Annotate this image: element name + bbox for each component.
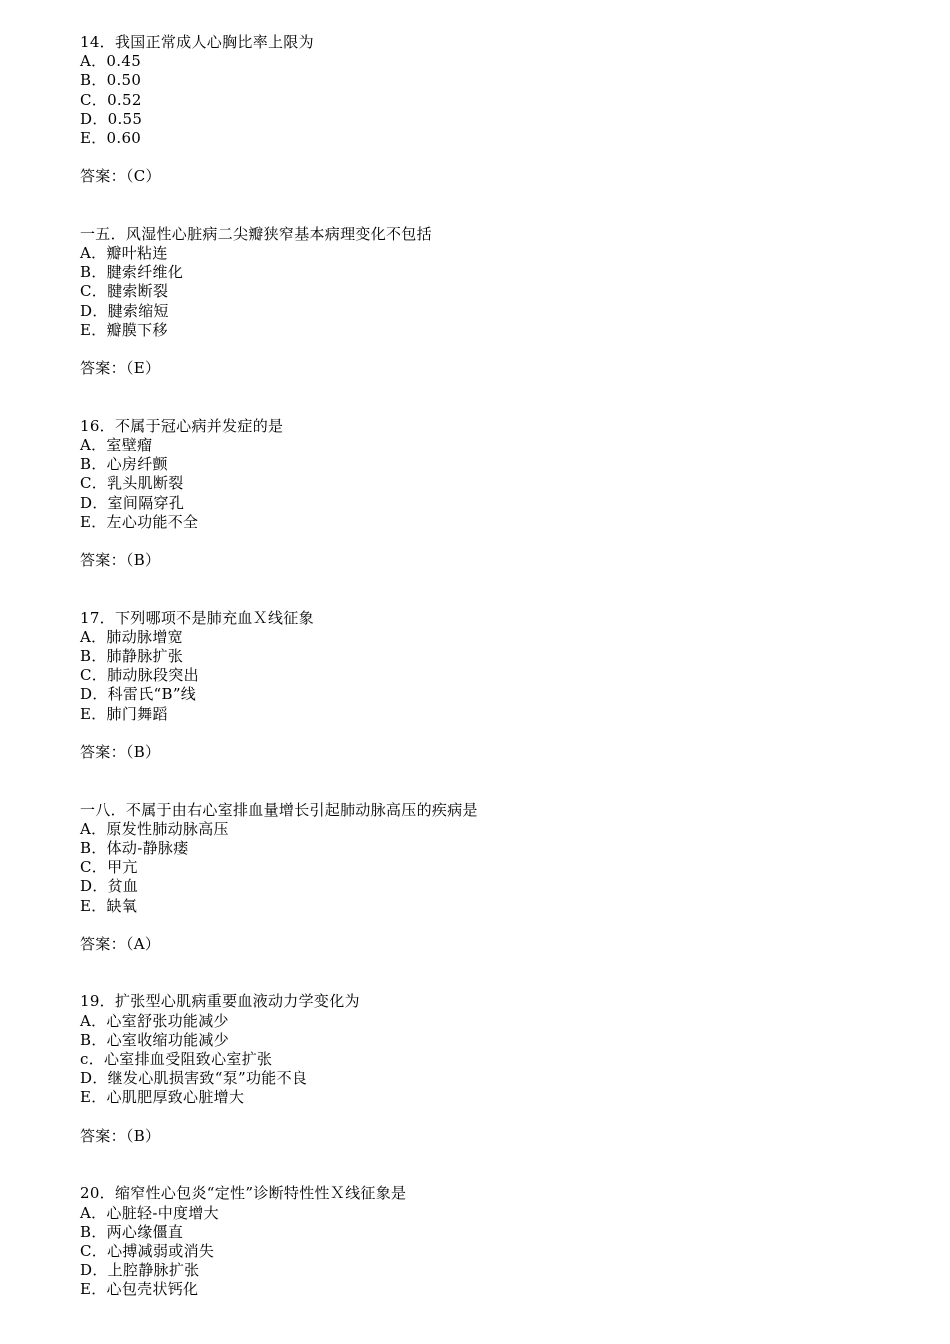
option-e: E．左心功能不全 xyxy=(80,512,199,531)
option-b: B．体动-静脉瘘 xyxy=(80,838,189,857)
spacer xyxy=(80,378,900,416)
option-a: A．室壁瘤 xyxy=(80,435,153,454)
option-c: c．心室排血受阻致心室扩张 xyxy=(80,1050,273,1069)
option-b: B．两心缘僵直 xyxy=(80,1222,184,1241)
question-17 xyxy=(80,609,900,801)
option-a: A．原发性肺动脉高压 xyxy=(80,819,229,838)
answer-line: 答案：（C） xyxy=(80,167,161,186)
option-c: C．甲亢 xyxy=(80,858,138,877)
question-stem: 17．下列哪项不是肺充血Ｘ线征象 xyxy=(80,608,314,627)
option-d: D．室间隔穿孔 xyxy=(80,493,185,512)
question-stem: 19．扩张型心肌病重要血液动力学变化为 xyxy=(80,992,360,1011)
spacer xyxy=(80,1146,900,1184)
option-d: D．0.55 xyxy=(80,109,143,128)
option-b: B．0.50 xyxy=(80,71,142,90)
answer-line: 答案：（E） xyxy=(80,359,161,378)
question-stem: 一五．风湿性心脏病二尖瓣狭窄基本病理变化不包括 xyxy=(80,224,432,243)
option-e: E．心肌肥厚致心脏增大 xyxy=(80,1088,245,1107)
spacer xyxy=(80,187,900,225)
option-b: B．心室收缩功能减少 xyxy=(80,1030,230,1049)
spacer xyxy=(80,916,900,935)
question-20 xyxy=(80,1184,900,1299)
option-a: A．心室舒张功能减少 xyxy=(80,1011,229,1030)
option-d: D．继发心肌损害致“泵”功能不良 xyxy=(80,1069,308,1088)
question-stem: 16．不属于冠心病并发症的是 xyxy=(80,416,284,435)
option-a: A．心脏轻-中度增大 xyxy=(80,1203,219,1222)
option-d: D．科雷氏“B”线 xyxy=(80,685,197,704)
question-18 xyxy=(80,801,900,993)
spacer xyxy=(80,340,900,359)
answer-line: 答案：（B） xyxy=(80,1126,161,1145)
option-d: D．腱索缩短 xyxy=(80,301,169,320)
option-e: E．心包壳状钙化 xyxy=(80,1280,199,1299)
spacer xyxy=(80,954,900,992)
option-e: E．肺门舞蹈 xyxy=(80,704,168,723)
spacer xyxy=(80,762,900,800)
question-19 xyxy=(80,992,900,1184)
option-a: A．肺动脉增宽 xyxy=(80,627,183,646)
answer-line: 答案：（A） xyxy=(80,934,161,953)
question-stem: 14．我国正常成人心胸比率上限为 xyxy=(80,33,314,51)
option-a: A．0.45 xyxy=(80,52,142,71)
spacer xyxy=(80,570,900,608)
option-b: B．心房纤颤 xyxy=(80,455,168,474)
option-e: E．缺氧 xyxy=(80,896,138,915)
question-stem: 20．缩窄性心包炎“定性”诊断特性性Ｘ线征象是 xyxy=(80,1184,407,1203)
spacer xyxy=(80,148,900,167)
question-16 xyxy=(80,417,900,609)
option-b: B．肺静脉扩张 xyxy=(80,647,184,666)
option-c: C．0.52 xyxy=(80,90,142,109)
question-14 xyxy=(80,33,900,225)
option-d: D．上腔静脉扩张 xyxy=(80,1261,200,1280)
option-b: B．腱索纤维化 xyxy=(80,263,184,282)
option-c: C．乳头肌断裂 xyxy=(80,474,184,493)
option-a: A．瓣叶粘连 xyxy=(80,244,168,263)
document-page xyxy=(80,33,900,1299)
option-c: C．心搏减弱或消失 xyxy=(80,1241,215,1260)
spacer xyxy=(80,532,900,551)
question-stem: 一八．不属于由右心室排血量增长引起肺动脉高压的疾病是 xyxy=(80,800,478,819)
spacer xyxy=(80,724,900,743)
option-d: D．贫血 xyxy=(80,877,139,896)
answer-line: 答案：（B） xyxy=(80,742,161,761)
option-e: E．瓣膜下移 xyxy=(80,320,168,339)
option-e: E．0.60 xyxy=(80,128,142,147)
spacer xyxy=(80,1108,900,1127)
answer-line: 答案：（B） xyxy=(80,551,161,570)
option-c: C．肺动脉段突出 xyxy=(80,666,199,685)
question-15 xyxy=(80,225,900,417)
option-c: C．腱索断裂 xyxy=(80,282,169,301)
